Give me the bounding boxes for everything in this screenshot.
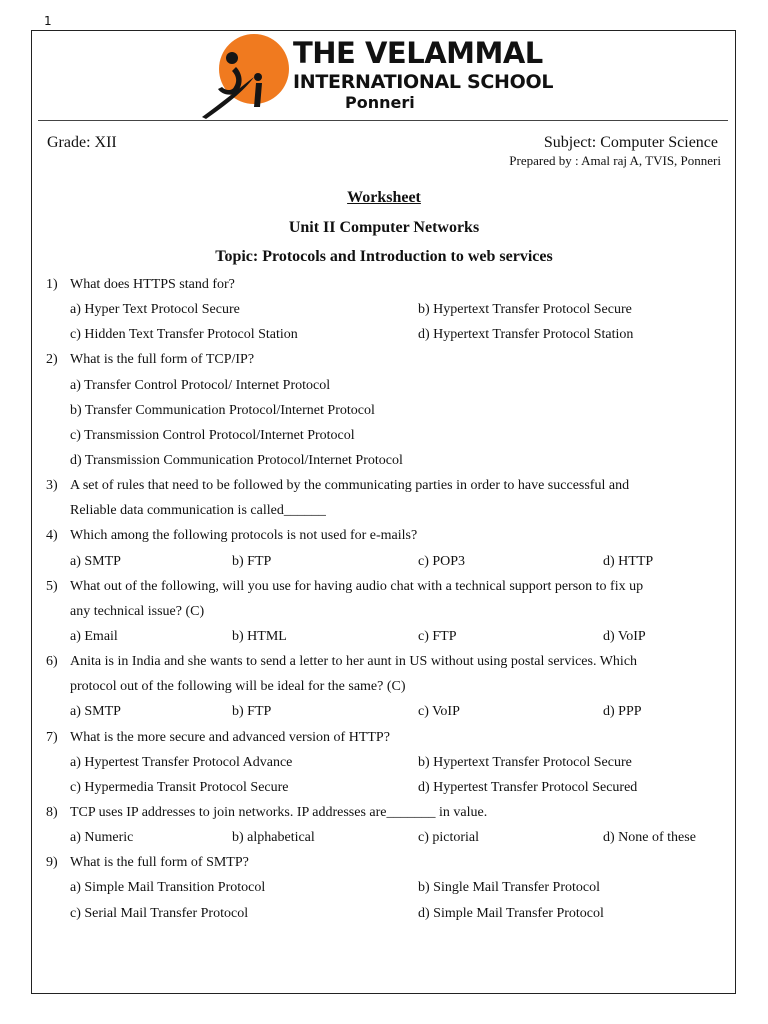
answer-option: d) Simple Mail Transfer Protocol [418, 905, 604, 921]
option-row [46, 549, 716, 574]
answer-option: c) pictorial [418, 830, 480, 846]
answer-option: c) POP3 [418, 553, 466, 569]
question-line [46, 599, 716, 624]
answer-option: d) Hypertest Transfer Protocol Secured [418, 779, 638, 795]
answer-option: a) SMTP [70, 704, 121, 720]
answer-option: c) Hypermedia Transit Protocol Secure [70, 779, 289, 795]
question-line [46, 674, 716, 699]
question-line [46, 272, 716, 297]
question-number: 2) [46, 352, 58, 368]
question-text: Anita is in India and she wants to send a letter to her aunt in US without using postal services. Which [70, 654, 638, 670]
question-number: 9) [46, 855, 58, 871]
option-row [46, 699, 716, 724]
question-text: What does HTTPS stand for? [70, 277, 235, 292]
answer-option: d) Hypertext Transfer Protocol Station [418, 327, 634, 343]
question-list [46, 272, 716, 926]
question-line [46, 523, 716, 548]
question-text: TCP uses IP addresses to join networks. IP addresses are_______ in value. [70, 804, 488, 820]
question-text: What out of the following, will you use for having audio chat with a technical support person to fix up [70, 578, 644, 594]
grade-label: Grade: XII [47, 134, 117, 151]
logo-figure-head-2 [254, 73, 262, 81]
answer-option: c) Hidden Text Transfer Protocol Station [70, 327, 298, 343]
header-divider [38, 120, 728, 121]
answer-option: d) PPP [603, 704, 642, 720]
answer-option: b) Single Mail Transfer Protocol [418, 880, 600, 896]
question-number: 8) [46, 804, 58, 820]
option-row [46, 775, 716, 800]
option-row [46, 448, 716, 473]
answer-option: c) FTP [418, 628, 457, 644]
answer-option: b) Hypertext Transfer Protocol Secure [418, 754, 632, 770]
question-number: 1) [46, 277, 58, 292]
option-row [46, 423, 716, 448]
question-line [46, 800, 716, 825]
option-row [46, 624, 716, 649]
option-row [46, 297, 716, 322]
answer-option: d) VoIP [603, 628, 646, 644]
option-row [46, 901, 716, 926]
question-line [46, 473, 716, 498]
answer-option: a) Transfer Control Protocol/ Internet Protocol [70, 377, 331, 393]
answer-option: a) Hypertest Transfer Protocol Advance [70, 754, 293, 770]
topic-title: Topic: Protocols and Introduction to web services [215, 248, 553, 265]
worksheet-title: Worksheet [347, 189, 421, 206]
answer-option: c) Transmission Control Protocol/Internet Protocol [70, 427, 355, 443]
answer-option: b) FTP [232, 704, 272, 720]
option-row [46, 750, 716, 775]
question-text: What is the full form of SMTP? [70, 855, 249, 871]
school-logo [196, 33, 296, 119]
answer-option: b) HTML [232, 628, 287, 644]
unit-title: Unit II Computer Networks [288, 219, 480, 236]
answer-option: b) alphabetical [232, 830, 315, 846]
option-row [46, 825, 716, 850]
answer-option: a) Numeric [70, 830, 134, 846]
prepared-by: Prepared by : Amal raj A, TVIS, Ponneri [509, 153, 721, 168]
option-row [46, 322, 716, 347]
question-line [46, 649, 716, 674]
answer-option: b) Transfer Communication Protocol/Internet Protocol [70, 402, 375, 418]
option-row [46, 373, 716, 398]
subject-label: Subject: Computer Science [543, 134, 718, 151]
question-text: A set of rules that need to be followed by the communicating parties in order to have successful and [70, 478, 630, 494]
question-number: 6) [46, 654, 58, 670]
answer-option: a) SMTP [70, 553, 121, 569]
school-location: Ponneri [345, 93, 415, 112]
school-subtitle: INTERNATIONAL SCHOOL [293, 71, 554, 93]
question-line [46, 725, 716, 750]
question-line [46, 574, 716, 599]
answer-option: a) Hyper Text Protocol Secure [70, 302, 240, 318]
question-line [46, 850, 716, 875]
answer-option: b) FTP [232, 553, 272, 569]
school-name: THE VELAMMAL [293, 36, 543, 70]
question-text: Which among the following protocols is not used for e-mails? [70, 528, 418, 544]
answer-option: b) Hypertext Transfer Protocol Secure [418, 302, 632, 318]
answer-option: c) VoIP [418, 704, 460, 720]
answer-option: d) HTTP [603, 553, 654, 569]
question-text: What is the full form of TCP/IP? [70, 352, 255, 368]
question-text: protocol out of the following will be ideal for the same? (C) [70, 679, 406, 695]
logo-figure-head [226, 52, 238, 64]
question-text: What is the more secure and advanced version of HTTP? [70, 729, 390, 745]
question-number: 5) [46, 578, 58, 594]
question-text: Reliable data communication is called______ [70, 503, 326, 519]
answer-option: a) Email [70, 628, 118, 644]
question-number: 7) [46, 729, 58, 745]
answer-option: d) None of these [603, 830, 696, 846]
page-number: 1 [44, 14, 52, 28]
question-line [46, 347, 716, 372]
option-row [46, 398, 716, 423]
answer-option: a) Simple Mail Transition Protocol [70, 880, 266, 896]
question-line [46, 498, 716, 523]
answer-option: c) Serial Mail Transfer Protocol [70, 905, 249, 921]
answer-option: d) Transmission Communication Protocol/Internet Protocol [70, 452, 403, 468]
question-number: 4) [46, 528, 58, 544]
question-number: 3) [46, 478, 58, 494]
option-row [46, 875, 716, 900]
question-text: any technical issue? (C) [70, 603, 205, 619]
